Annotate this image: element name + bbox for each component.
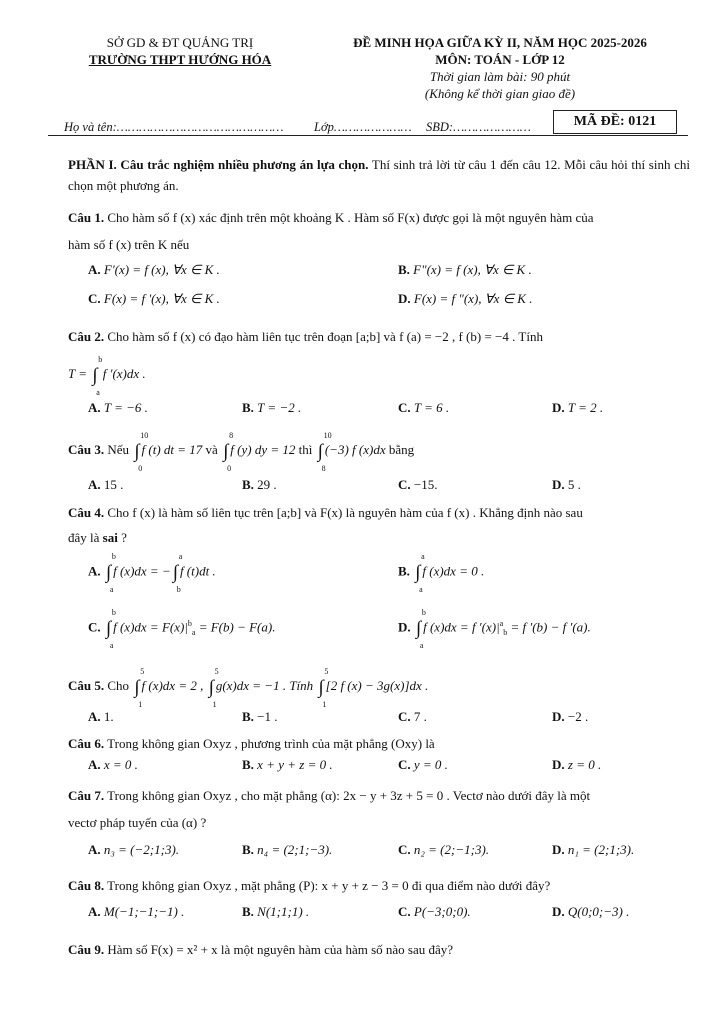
- option-text: Q(0;0;−3) .: [567, 904, 630, 919]
- question-5: [68, 666, 429, 709]
- upper-limit: b: [111, 608, 116, 617]
- q1-option-b: [398, 262, 532, 278]
- integral-sign: ∫ 5 1: [208, 666, 219, 709]
- question-4-line2: [68, 528, 127, 547]
- question-label: Câu 3.: [68, 442, 105, 457]
- question-4: [68, 503, 583, 522]
- math-text: g(x)dx = −1 . Tính: [215, 678, 314, 693]
- option-label: A.: [88, 904, 101, 919]
- option-label: A.: [88, 262, 101, 277]
- q6-option-a: [88, 757, 138, 773]
- q1-option-d: [398, 291, 532, 307]
- math-text: T =: [68, 366, 88, 381]
- q7-option-b: [242, 842, 332, 858]
- option-label: A.: [88, 400, 101, 415]
- lower-limit: 1: [138, 699, 143, 709]
- option-label: B.: [242, 757, 254, 772]
- option-text: 5 .: [567, 477, 581, 492]
- question-3: [68, 430, 415, 473]
- option-text: f (x)dx = f ′(x)|: [423, 619, 500, 635]
- math-text: f (t) dt = 17: [141, 442, 203, 457]
- question-text: ?: [117, 530, 127, 545]
- lower-limit: a: [419, 641, 424, 650]
- lower-limit: 1: [212, 699, 217, 709]
- option-text: T = −6 .: [103, 400, 148, 415]
- question-text: thì: [295, 442, 316, 457]
- upper-limit: 10: [140, 430, 149, 440]
- question-7-line2: vectơ pháp tuyến của (α) ?: [68, 815, 207, 830]
- question-label: Câu 8.: [68, 878, 105, 893]
- integral-sign: ∫ 10 0: [134, 430, 149, 473]
- q5-option-a: [88, 709, 114, 725]
- math-text: f (x)dx = 2 ,: [141, 678, 204, 693]
- q5-option-b: [242, 709, 278, 725]
- option-label: D.: [552, 904, 565, 919]
- math-text: f ′(x)dx .: [102, 366, 146, 381]
- option-text: 15 .: [103, 477, 124, 492]
- q8-option-a: [88, 904, 184, 920]
- q8-option-c: [398, 904, 471, 920]
- lower-limit: a: [419, 585, 423, 594]
- q1-option-c: [88, 291, 220, 307]
- q4-option-d: [398, 608, 591, 650]
- duration-note: (Không kể thời gian giao đề): [424, 86, 576, 101]
- option-label: D.: [398, 291, 411, 306]
- subject-title: MÔN: TOÁN - LỚP 12: [435, 52, 565, 67]
- q3-option-d: [552, 477, 581, 493]
- upper-limit: a: [421, 552, 425, 561]
- name-field: Họ và tên:………………………………………: [64, 120, 284, 134]
- option-label: A.: [88, 842, 101, 857]
- q2-option-c: [398, 400, 449, 416]
- option-label: B.: [398, 262, 410, 277]
- option-label: A.: [88, 757, 101, 772]
- option-label: C.: [88, 619, 101, 635]
- sbd-field: SBD:…………………: [426, 120, 531, 134]
- q3-option-c: [398, 477, 437, 493]
- option-label: D.: [552, 477, 565, 492]
- q1-option-a: [88, 262, 220, 278]
- option-text: n₁ = (2;1;3).: [567, 842, 635, 857]
- option-text: 1.: [103, 709, 114, 724]
- option-text: T = 2 .: [567, 400, 604, 415]
- upper-limit: 5: [214, 666, 219, 676]
- option-label: D.: [552, 842, 565, 857]
- option-text: P(−3;0;0).: [413, 904, 471, 919]
- option-label: C.: [398, 400, 411, 415]
- q8-option-d: [552, 904, 629, 920]
- eval-lower: b: [503, 628, 508, 638]
- question-6: [68, 734, 435, 753]
- option-label: A.: [88, 477, 101, 492]
- upper-limit: a: [178, 552, 183, 561]
- option-text: N(1;1;1) .: [257, 904, 310, 919]
- upper-limit: b: [111, 552, 116, 561]
- exam-title: ĐỀ MINH HỌA GIỮA KỲ II, NĂM HỌC 2025-2026: [353, 35, 647, 50]
- question-text: Cho hàm số f (x) có đạo hàm liên tục trên đoạn [a;b] và f (a) = −2 , f (b) = −4 . Tính: [104, 329, 543, 344]
- math-text: (−3) f (x)dx: [324, 442, 386, 457]
- q7-option-c: [398, 842, 489, 858]
- q7-option-a: [88, 842, 179, 858]
- lower-limit: a: [109, 585, 114, 594]
- option-text: n₄ = (2;1;−3).: [257, 842, 333, 857]
- department-name: SỞ GD & ĐT QUẢNG TRỊ: [106, 35, 254, 50]
- option-text: T = 6 .: [413, 400, 450, 415]
- q4-option-a: [88, 552, 216, 594]
- option-text: F"(x) = f (x), ∀x ∈ K .: [413, 262, 532, 277]
- question-2-line2: [68, 354, 146, 397]
- header-left: [60, 34, 300, 68]
- option-text: x = 0 .: [103, 757, 138, 772]
- q8-option-b: [242, 904, 309, 920]
- option-text: f (x)dx = −: [113, 563, 171, 579]
- upper-limit: 5: [140, 666, 145, 676]
- option-label: B.: [242, 904, 254, 919]
- integral-sign: ∫ 5 1: [318, 666, 329, 709]
- math-text: [2 f (x) − 3g(x)]dx .: [325, 678, 429, 693]
- question-label: Câu 5.: [68, 678, 105, 693]
- question-text: Cho hàm số f (x) xác định trên một khoảng K . Hàm số F(x) được gọi là một nguyên hàm của: [104, 210, 594, 225]
- option-text: −15.: [413, 477, 438, 492]
- option-label: A.: [88, 563, 101, 579]
- option-label: B.: [242, 400, 254, 415]
- question-1-line2: hàm số f (x) trên K nếu: [68, 237, 190, 252]
- header-right: [330, 34, 670, 102]
- option-label: B.: [398, 563, 410, 579]
- q6-option-c: [398, 757, 448, 773]
- lower-limit: 0: [227, 463, 232, 473]
- option-label: B.: [242, 709, 254, 724]
- duration: Thời gian làm bài: 90 phút: [429, 69, 571, 84]
- option-text: M(−1;−1;−1) .: [103, 904, 185, 919]
- lower-limit: 0: [138, 463, 143, 473]
- eval-upper: b: [187, 619, 192, 629]
- question-text: Trong không gian Oxyz , cho mặt phẳng (α): 2x − y + 3z + 5 = 0 . Vectơ nào dưới đây là một: [104, 788, 591, 803]
- emphasis-text: sai: [102, 530, 118, 545]
- option-text: f (x)dx = F(x)|: [113, 619, 188, 635]
- part1-text: Thí sinh trả lời từ câu 1 đến câu 12. Mỗi câu hỏi thí sinh chỉ chọn một phương án.: [68, 157, 690, 193]
- option-text: z = 0 .: [567, 757, 602, 772]
- lower-limit: 1: [322, 699, 327, 709]
- option-text: n₃ = (−2;1;3).: [103, 842, 180, 857]
- q3-option-b: [242, 477, 277, 493]
- q2-option-a: [88, 400, 148, 416]
- option-text: y = 0 .: [413, 757, 448, 772]
- option-label: C.: [398, 477, 411, 492]
- lower-limit: a: [109, 641, 114, 650]
- question-label: Câu 4.: [68, 505, 105, 520]
- q4-option-c: [88, 608, 276, 650]
- integral-sign: ∫ a b: [172, 552, 183, 594]
- q7-option-d: [552, 842, 634, 858]
- integral-sign: ∫ b a: [105, 552, 116, 594]
- option-text: x + y + z = 0 .: [257, 757, 333, 772]
- lower-limit: a: [96, 387, 100, 397]
- question-label: Câu 6.: [68, 736, 105, 751]
- option-text: f (x)dx = 0 .: [422, 563, 485, 579]
- integral-sign: ∫ b a: [415, 608, 426, 650]
- question-text: Nếu: [104, 442, 133, 457]
- upper-limit: 5: [324, 666, 329, 676]
- option-label: B.: [242, 842, 254, 857]
- option-text: T = −2 .: [257, 400, 302, 415]
- option-label: D.: [552, 400, 565, 415]
- question-text: Hàm số F(x) = x² + x là một nguyên hàm của hàm số nào sau đây?: [104, 942, 454, 957]
- upper-limit: b: [98, 354, 103, 364]
- class-field: Lớp…………………: [314, 120, 412, 134]
- question-7: [68, 786, 590, 805]
- q5-option-d: [552, 709, 588, 725]
- question-2: [68, 327, 543, 346]
- question-label: Câu 7.: [68, 788, 105, 803]
- option-text: −1 .: [257, 709, 278, 724]
- question-text: Trong không gian Oxyz , phương trình của mặt phẳng (Oxy) là: [104, 736, 435, 751]
- option-text: = F(b) − F(a).: [195, 619, 276, 635]
- integral-sign: ∫ 8 0: [223, 430, 234, 473]
- question-1: [68, 208, 594, 227]
- option-text: 29 .: [257, 477, 277, 492]
- option-text: −2 .: [567, 709, 589, 724]
- q5-option-c: [398, 709, 427, 725]
- question-text: bằng: [385, 442, 415, 457]
- upper-limit: 8: [229, 430, 234, 440]
- q6-option-b: [242, 757, 333, 773]
- option-text: F(x) = f '(x), ∀x ∈ K .: [103, 291, 220, 306]
- option-label: C.: [88, 291, 101, 306]
- q2-option-b: [242, 400, 301, 416]
- question-8: [68, 876, 550, 895]
- question-9: [68, 940, 453, 959]
- exam-code-box: MÃ ĐỀ: 0121: [553, 110, 677, 134]
- part1-intro: [68, 154, 690, 196]
- option-label: D.: [552, 757, 565, 772]
- integral-sign: ∫ 10 8: [317, 430, 332, 473]
- integral-sign: ∫ b a: [92, 354, 103, 397]
- part1-title: PHẦN I. Câu trắc nghiệm nhiều phương án lựa chọn.: [68, 157, 369, 172]
- option-label: A.: [88, 709, 101, 724]
- school-name: TRƯỜNG THPT HƯỚNG HÓA: [88, 52, 272, 67]
- option-text: 7 .: [413, 709, 427, 724]
- option-label: C.: [398, 757, 411, 772]
- lower-limit: b: [176, 585, 181, 594]
- question-text: Cho f (x) là hàm số liên tục trên [a;b] và F(x) là nguyên hàm của f (x) . Khẳng định nào sau: [104, 505, 583, 520]
- lower-limit: 8: [321, 463, 326, 473]
- question-text: Cho: [104, 678, 133, 693]
- question-label: Câu 9.: [68, 942, 105, 957]
- option-label: C.: [398, 709, 411, 724]
- question-text: và: [202, 442, 222, 457]
- q6-option-d: [552, 757, 601, 773]
- math-text: f (y) dy = 12: [230, 442, 296, 457]
- eval-upper: a: [499, 619, 504, 629]
- option-label: C.: [398, 904, 411, 919]
- option-text: f (t)dt .: [179, 563, 216, 579]
- option-text: F(x) = f "(x), ∀x ∈ K .: [413, 291, 533, 306]
- option-label: D.: [398, 619, 411, 635]
- option-label: B.: [242, 477, 254, 492]
- integral-sign: ∫ b a: [105, 608, 116, 650]
- eval-lower: a: [191, 628, 196, 638]
- question-label: Câu 1.: [68, 210, 105, 225]
- question-text: Trong không gian Oxyz , mặt phẳng (P): x + y + z − 3 = 0 đi qua điểm nào dưới đây?: [104, 878, 551, 893]
- option-label: C.: [398, 842, 411, 857]
- q2-option-d: [552, 400, 603, 416]
- option-label: D.: [552, 709, 565, 724]
- option-text: n₂ = (2;−1;3).: [413, 842, 490, 857]
- option-text: F'(x) = f (x), ∀x ∈ K .: [103, 262, 220, 277]
- upper-limit: 10: [323, 430, 332, 440]
- question-label: Câu 2.: [68, 329, 105, 344]
- upper-limit: b: [421, 608, 426, 617]
- question-text: đây là: [68, 530, 103, 545]
- integral-sign: ∫ a a: [415, 552, 425, 594]
- integral-sign: ∫ 5 1: [134, 666, 145, 709]
- option-text: = f ′(b) − f ′(a).: [507, 619, 591, 635]
- q3-option-a: [88, 477, 123, 493]
- q4-option-b: [398, 552, 485, 594]
